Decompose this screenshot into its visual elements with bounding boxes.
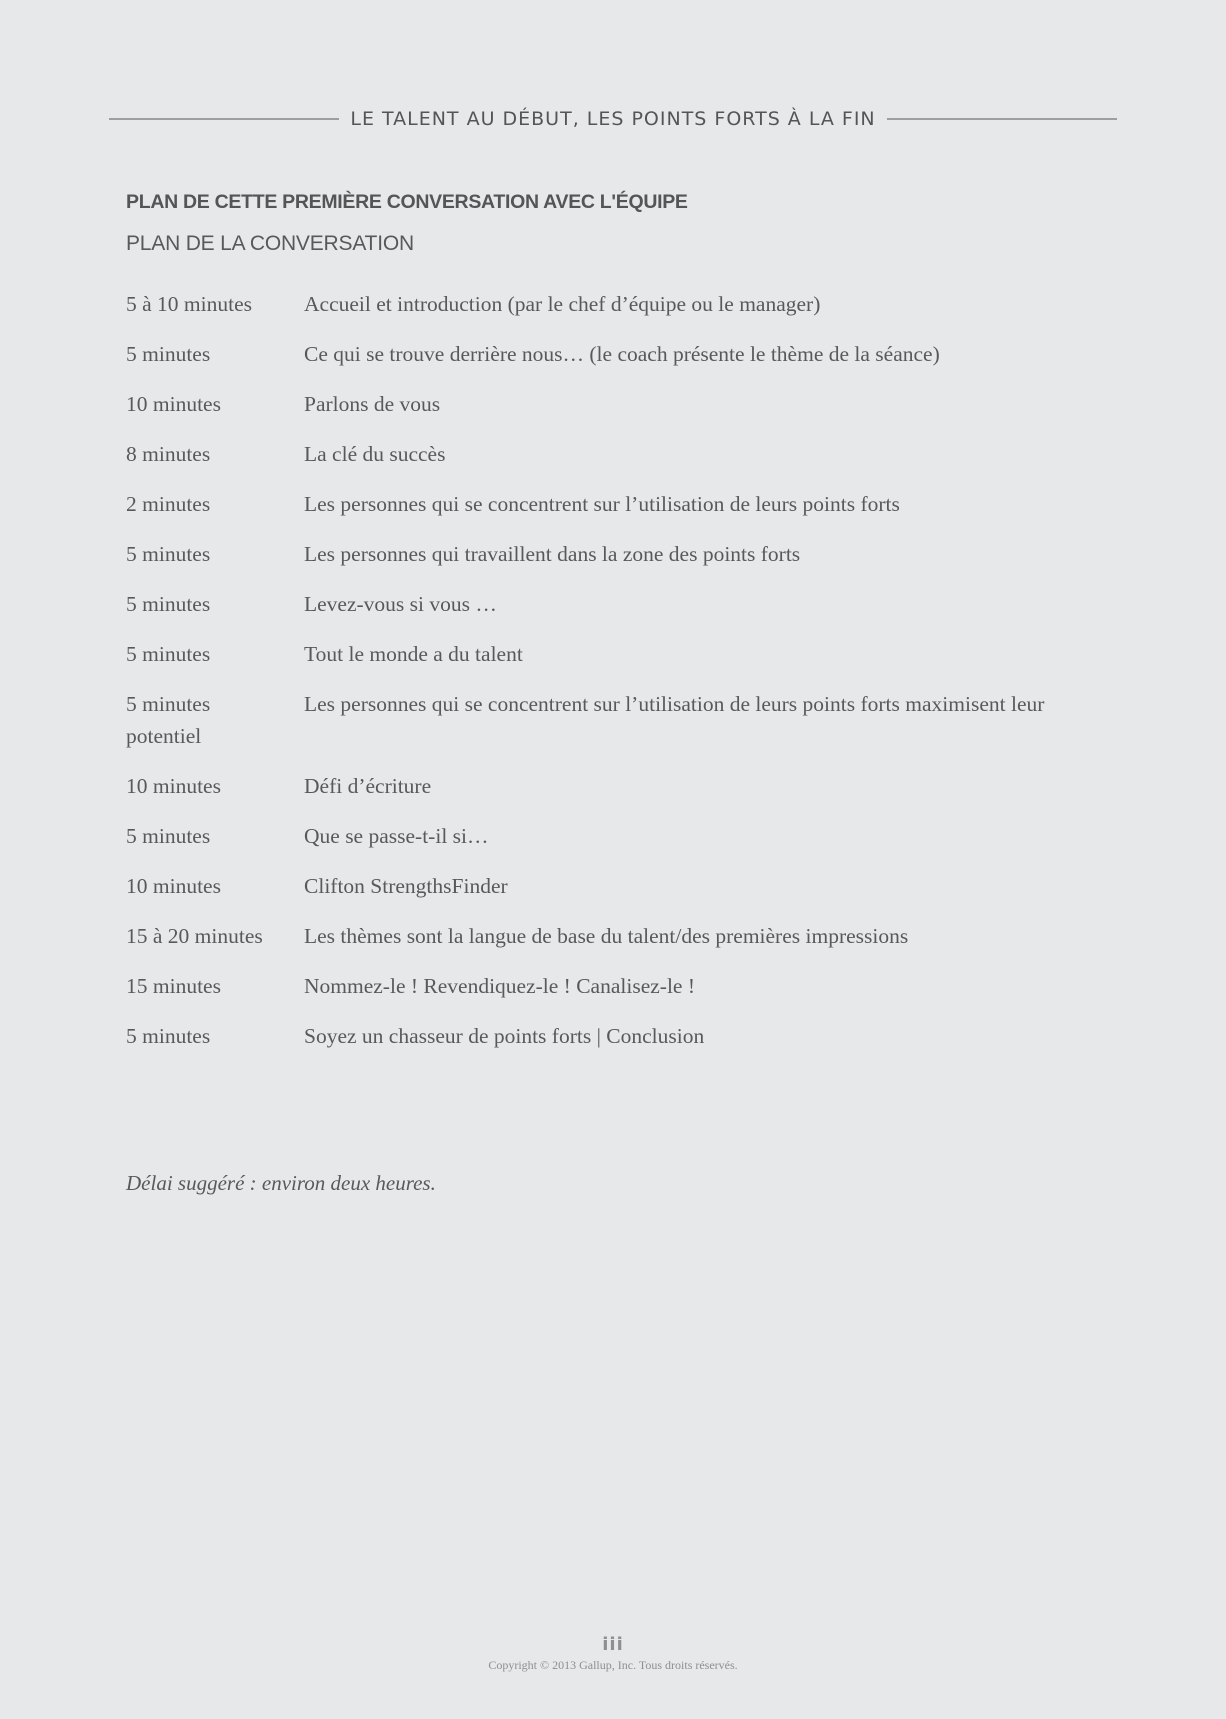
agenda-topic: Ce qui se trouve derrière nous… (le coach présente le thème de la séance) (304, 342, 940, 366)
agenda-row (126, 920, 1086, 952)
agenda-row (126, 288, 1086, 320)
agenda-topic: Clifton StrengthsFinder (304, 874, 508, 898)
agenda-row (126, 338, 1086, 370)
agenda-row (126, 538, 1086, 570)
agenda-row (126, 870, 1086, 902)
agenda-row (126, 820, 1086, 852)
agenda-duration: 5 minutes (126, 692, 211, 716)
agenda-topic: Défi d’écriture (304, 774, 432, 798)
agenda-row (126, 588, 1086, 620)
agenda-topic: Levez-vous si vous … (304, 592, 497, 616)
agenda-topic: Les personnes qui travaillent dans la zone des points forts (304, 542, 801, 566)
agenda-duration: 15 à 20 minutes (126, 924, 263, 948)
agenda-duration: 10 minutes (126, 774, 221, 798)
agenda-row (126, 388, 1086, 420)
agenda-duration: 5 minutes (126, 824, 211, 848)
agenda-row (126, 638, 1086, 670)
header-rule-left (109, 118, 339, 120)
page-number: iii (602, 1634, 624, 1655)
agenda-duration: 5 minutes (126, 342, 211, 366)
agenda-topic: Les thèmes sont la langue de base du talent/des premières impressions (304, 924, 909, 948)
agenda-topic: Parlons de vous (304, 392, 441, 416)
header-rule-right (887, 118, 1117, 120)
agenda-topic: Tout le monde a du talent (304, 642, 523, 666)
agenda-topic: La clé du succès (304, 442, 446, 466)
agenda-topic: Que se passe-t-il si… (304, 824, 489, 848)
agenda-duration: 5 à 10 minutes (126, 292, 252, 316)
agenda-row (126, 488, 1086, 520)
section-subtitle: PLAN DE LA CONVERSATION (126, 232, 414, 255)
agenda-duration: 5 minutes (126, 642, 211, 666)
agenda-topic: Accueil et introduction (par le chef d’équipe ou le manager) (304, 292, 821, 316)
agenda-duration: 2 minutes (126, 492, 211, 516)
agenda-list (126, 288, 1086, 1070)
agenda-row (126, 438, 1086, 470)
agenda-duration: 5 minutes (126, 1024, 211, 1048)
agenda-duration: 5 minutes (126, 592, 211, 616)
agenda-duration: 15 minutes (126, 974, 221, 998)
agenda-topic: Soyez un chasseur de points forts | Conclusion (304, 1024, 705, 1048)
agenda-row (126, 1020, 1086, 1052)
running-title: LE TALENT AU DÉBUT, LES POINTS FORTS À LA FIN (350, 108, 876, 130)
agenda-topic: Les personnes qui se concentrent sur l’utilisation de leurs points forts (304, 492, 900, 516)
agenda-topic: Les personnes qui se concentrent sur l’utilisation de leurs points forts maximisent leur potentiel (126, 692, 1045, 748)
suggested-duration-note: Délai suggéré : environ deux heures. (126, 1171, 436, 1195)
section-title: PLAN DE CETTE PREMIÈRE CONVERSATION AVEC L'ÉQUIPE (126, 191, 688, 213)
agenda-duration: 8 minutes (126, 442, 211, 466)
agenda-row (126, 770, 1086, 802)
copyright-notice: Copyright © 2013 Gallup, Inc. Tous droits réservés. (488, 1658, 738, 1672)
agenda-duration: 10 minutes (126, 392, 221, 416)
agenda-duration: 10 minutes (126, 874, 221, 898)
agenda-topic: Nommez-le ! Revendiquez-le ! Canalisez-le ! (304, 974, 695, 998)
agenda-duration: 5 minutes (126, 542, 211, 566)
running-header (109, 104, 1117, 134)
agenda-row (126, 970, 1086, 1002)
agenda-row (126, 688, 1086, 752)
